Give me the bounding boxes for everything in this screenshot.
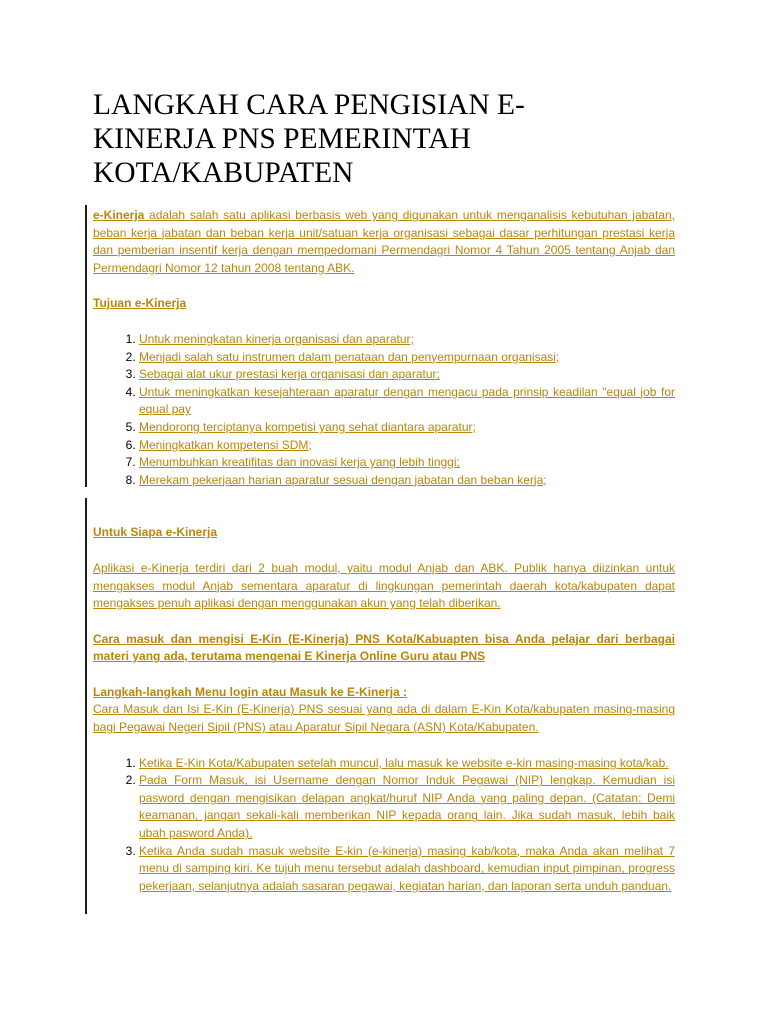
untuk-siapa-text[interactable]: Aplikasi e-Kinerja terdiri dari 2 buah modul, yaitu modul Anjab dan ABK. Publik hanya diizinkan untuk mengakses modul Anjab sementara aparatur di lingkungan pemerintah daerah kota/kabupaten dapat mengakses penuh aplikasi dengan menggunakan akun yang telah diberikan.	[93, 560, 675, 611]
untuk-siapa-heading-link[interactable]: Untuk Siapa e-Kinerja	[93, 525, 218, 540]
langkah-heading-link[interactable]: Langkah-langkah Menu login atau Masuk ke E-Kinerja :	[93, 684, 408, 699]
list-item	[139, 349, 675, 367]
untuk-siapa-heading	[93, 524, 675, 542]
cara-masuk-text[interactable]: Cara masuk dan mengisi E-Kin (E-Kinerja) PNS Kota/Kabuapten bisa Anda pelajar dari berbagai materi yang ada, terutama mengenai E Kinerja Online Guru atau PNS	[93, 631, 675, 664]
tujuan-list	[93, 331, 675, 489]
list-item-text[interactable]: 8. Merekam pekerjaan harian aparatur sesuai dengan jabatan dan beban kerja;	[139, 472, 547, 487]
list-item-text[interactable]: 2. Menjadi salah satu instrumen dalam penataan dan penyempurnaan organisasi;	[139, 349, 560, 364]
left-margin-bar	[85, 498, 87, 914]
list-item-text[interactable]: 5. Mendorong terciptanya kompetisi yang sehat diantara aparatur;	[139, 419, 476, 434]
list-item	[139, 384, 675, 419]
list-item-text[interactable]: 1. Ketika E-Kin Kota/Kabupaten setelah muncul, lalu masuk ke website e-kin masing-masing kota/kab.	[139, 755, 669, 770]
intro-text[interactable]: adalah salah satu aplikasi berbasis web yang digunakan untuk menganalisis kebutuhan jabatan, beban kerja jabatan dan beban kerja unit/satuan kerja organisasi sebagai dasar perhitungan prestasi kerja dan pemberian insentif kerja dengan mempedomani Permendagri Nomor 4 Tahun 2005 tentang Anjab dan Permendagri Nomor 12 tahun 2008 tentang ABK.	[93, 208, 675, 275]
list-item-text[interactable]: 7. Menumbuhkan kreatifitas dan inovasi kerja yang lebih tinggi;	[139, 455, 460, 470]
tujuan-heading-link[interactable]: Tujuan e-Kinerja	[93, 296, 187, 311]
list-item-text[interactable]: 4. Untuk meningkatkan kesejahteraan aparatur dengan mengacu pada prinsip keadilan "equal job for equal pay	[139, 384, 675, 417]
cara-masuk-paragraph	[93, 631, 675, 666]
intro-paragraph	[93, 207, 675, 277]
list-item	[139, 772, 675, 842]
document-title: LANGKAH CARA PENGISIAN E-KINERJA PNS PEMERINTAH KOTA/KABUPATEN	[93, 89, 525, 189]
list-item	[139, 419, 675, 437]
document-body	[93, 207, 675, 895]
list-item	[139, 843, 675, 896]
list-item	[139, 454, 675, 472]
tujuan-heading	[93, 295, 675, 313]
langkah-paragraph	[93, 701, 675, 736]
left-margin-bar	[85, 205, 87, 487]
langkah-heading	[93, 684, 675, 702]
untuk-siapa-paragraph	[93, 560, 675, 613]
list-item-text[interactable]: 2. Pada Form Masuk, isi Username dengan Nomor Induk Pegawai (NIP) lengkap. Kemudian isi pasword dengan mengisikan delapan angkat/huruf NIP Anda yang paling depan. (Catatan: Demi keamanan, jangan sekali-kali memberikan NIP kepada orang lain. Jika sudah masuk, lebih baik ubah pasword Anda).	[139, 773, 675, 841]
list-item-text[interactable]: 1. Untuk meningkatan kinerja organisasi dan aparatur;	[139, 331, 414, 346]
list-item-text[interactable]: 6. Meningkatkan kompetensi SDM;	[139, 437, 312, 452]
list-item	[139, 366, 675, 384]
list-item-text[interactable]: 3. Ketika Anda sudah masuk website E-kin (e-kinerja) masing kab/kota, maka Anda akan melihat 7 menu di samping kiri. Ke tujuh menu tersebut adalah dashboard, kemudian input pimpinan, progress pekerjaan, selanjutnya adalah sasaran pegawai, kegiatan harian, dan laporan serta unduh panduan.	[139, 843, 675, 893]
langkah-text[interactable]: Cara Masuk dan Isi E-Kin (E-Kinerja) PNS sesuai yang ada di dalam E-Kin Kota/kabupaten masing-masing bagi Pegawai Negeri Sipil (PNS) atau Aparatur Sipil Negara (ASN) Kota/Kabupaten.	[93, 702, 675, 735]
list-item	[139, 755, 675, 773]
list-item	[139, 472, 675, 490]
list-item-text[interactable]: 3. Sebagai alat ukur prestasi kerja organisasi dan aparatur;	[139, 367, 440, 382]
list-item	[139, 437, 675, 455]
e-kinerja-link[interactable]: e-Kinerja	[93, 208, 145, 222]
list-item	[139, 331, 675, 349]
langkah-list	[93, 755, 675, 896]
